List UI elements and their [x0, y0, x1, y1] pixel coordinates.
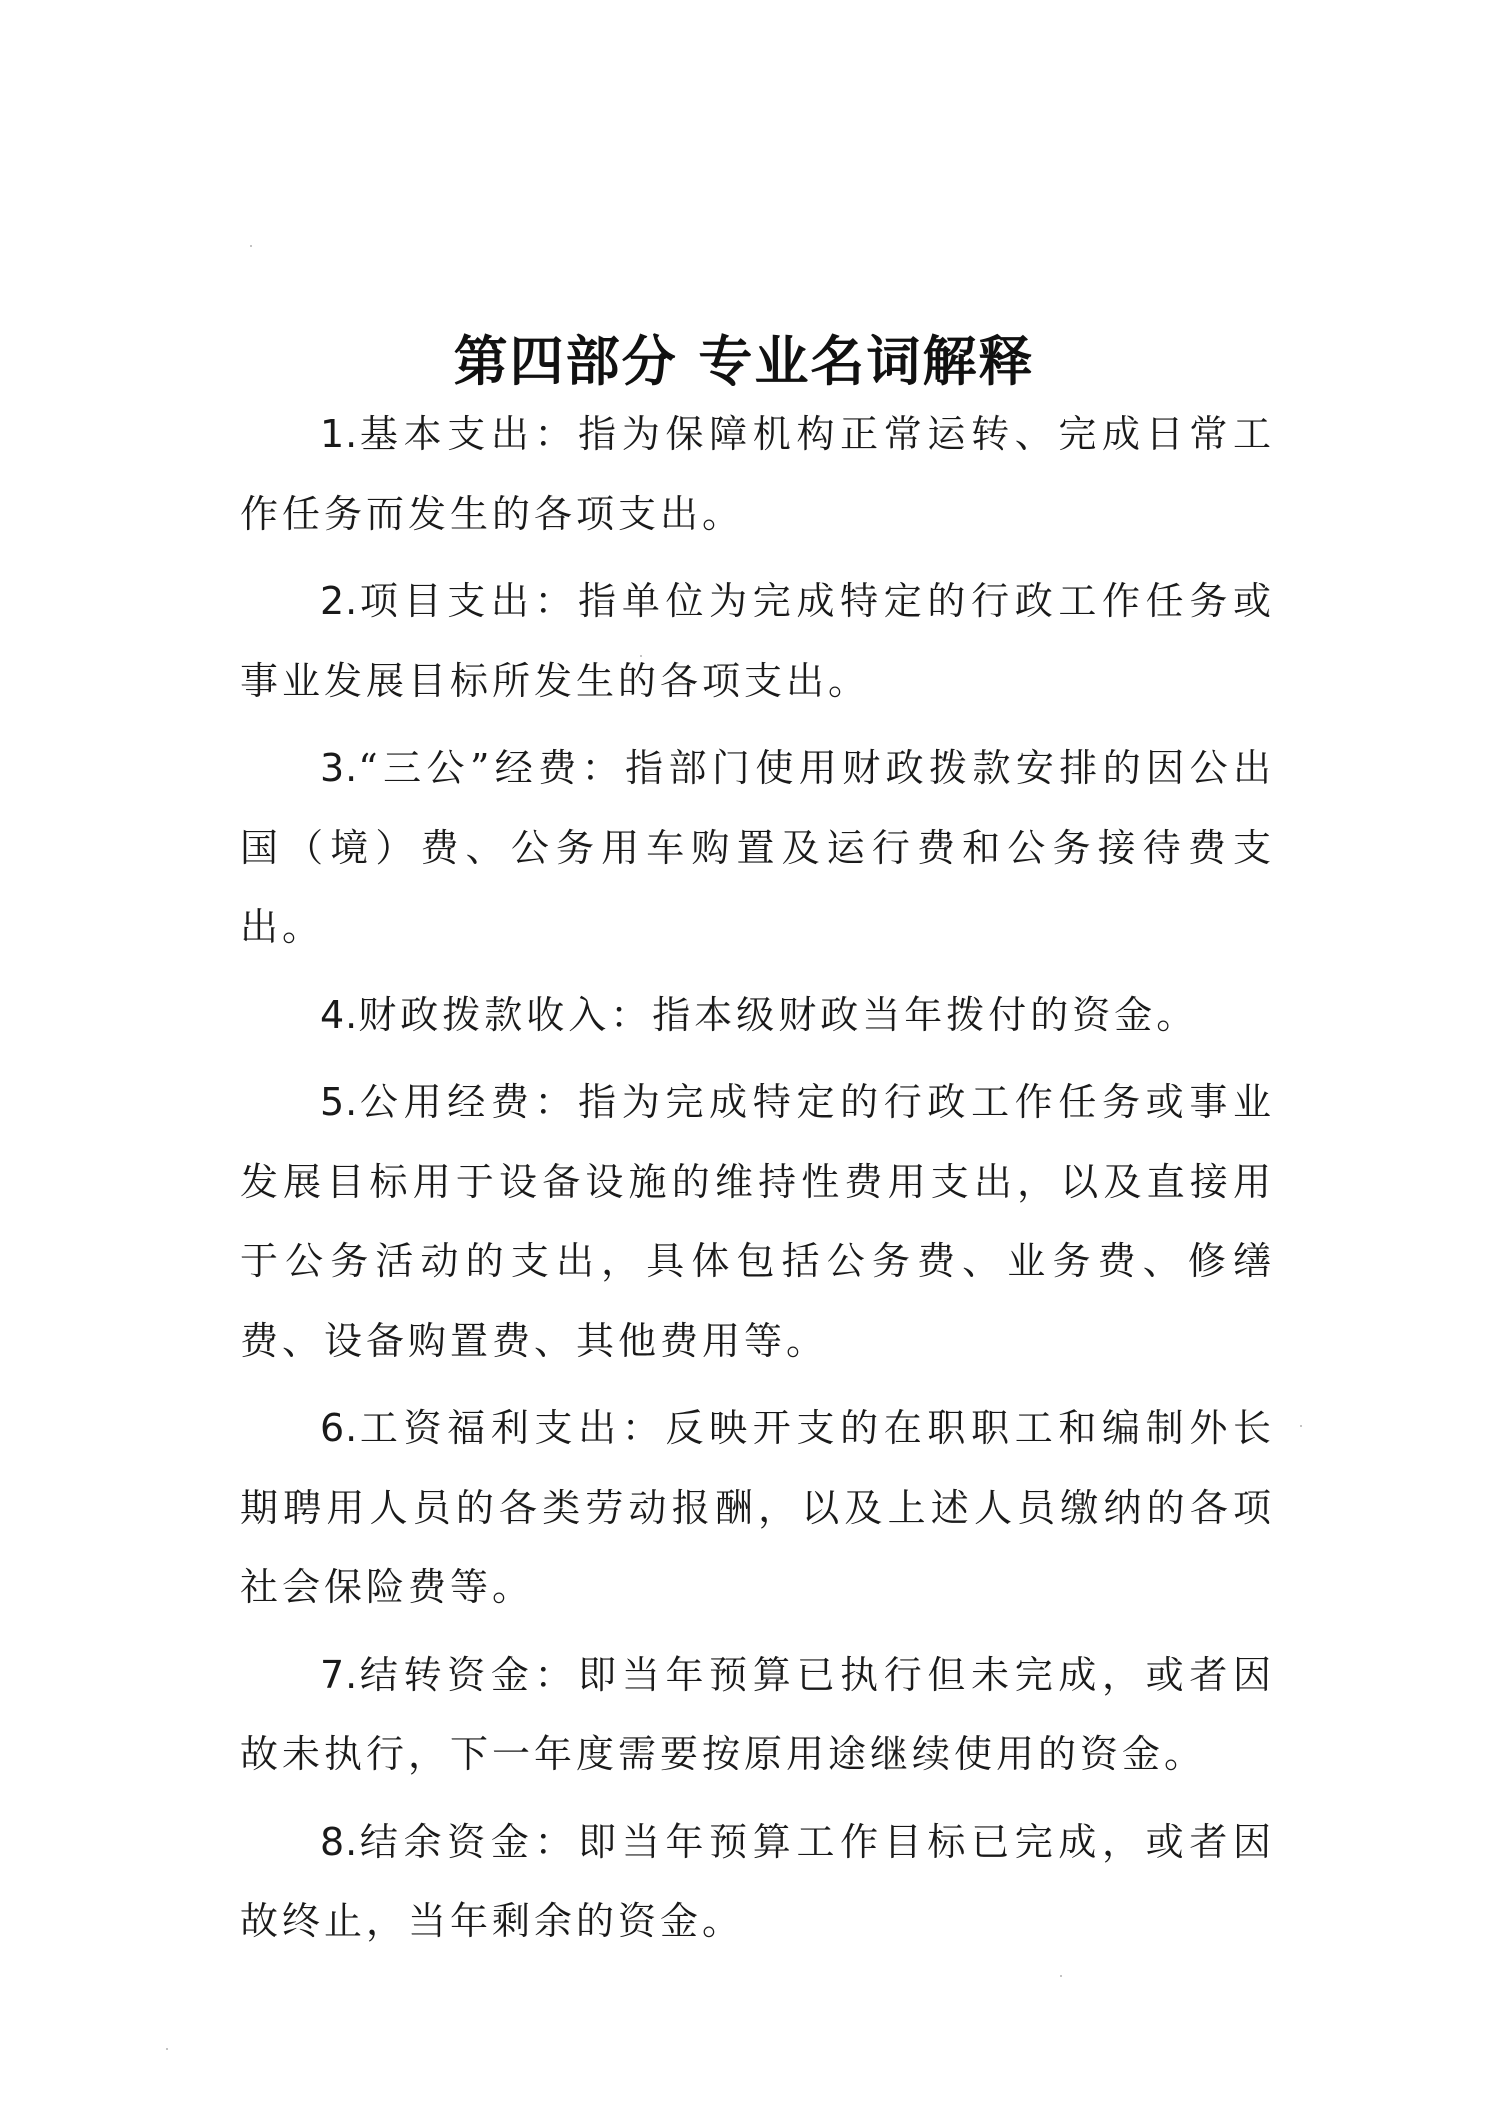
definition-item: [240, 1803, 1275, 1962]
item-text: 财政拨款收入：指本级财政当年拨付的资金。: [358, 992, 1199, 1037]
item-text: 结转资金：即当年预算已执行但未完成，或者因故未执行，下一年度需要按原用途继续使用的资金。: [240, 1652, 1275, 1776]
item-number: 5.: [320, 1080, 359, 1124]
item-text: 工资福利支出：反映开支的在职职工和编制外长期聘用人员的各类劳动报酬，以及上述人员缴纳的各项社会保险费等。: [240, 1406, 1275, 1609]
item-number: 2.: [320, 579, 359, 623]
definition-item: [240, 562, 1275, 721]
definition-item: [240, 976, 1275, 1056]
item-number: 1.: [320, 412, 359, 456]
item-number: 7.: [320, 1652, 359, 1697]
definition-item: [240, 395, 1275, 554]
item-number: 4.: [320, 992, 359, 1037]
definition-item: [240, 1389, 1275, 1628]
scan-speck: [166, 2048, 168, 2050]
scan-speck: [1300, 1425, 1302, 1427]
item-text: “三公”经费：指部门使用财政拨款安排的因公出国（境）费、公务用车购置及运行费和公务接待费支出。: [240, 746, 1275, 949]
item-text: 结余资金：即当年预算工作目标已完成，或者因故终止，当年剩余的资金。: [240, 1819, 1275, 1943]
scan-speck: [1060, 1975, 1062, 1977]
item-number: 8.: [320, 1819, 359, 1864]
scan-speck: [250, 245, 252, 247]
page-title: 第四部分 专业名词解释: [453, 329, 1035, 394]
item-number: 6.: [320, 1406, 359, 1450]
definition-item: [240, 1636, 1275, 1795]
item-text: 项目支出：指单位为完成特定的行政工作任务或事业发展目标所发生的各项支出。: [240, 579, 1275, 703]
definition-item: [240, 1063, 1275, 1381]
definition-item: [240, 729, 1275, 968]
item-text: 公用经费：指为完成特定的行政工作任务或事业发展目标用于设备设施的维持性费用支出，以及直接用于公务活动的支出，具体包括公务费、业务费、修缮费、设备购置费、其他费用等。: [240, 1080, 1275, 1363]
definitions-list: [240, 395, 1275, 1970]
item-number: 3.: [320, 746, 359, 790]
item-text: 基本支出：指为保障机构正常运转、完成日常工作任务而发生的各项支出。: [240, 412, 1275, 536]
